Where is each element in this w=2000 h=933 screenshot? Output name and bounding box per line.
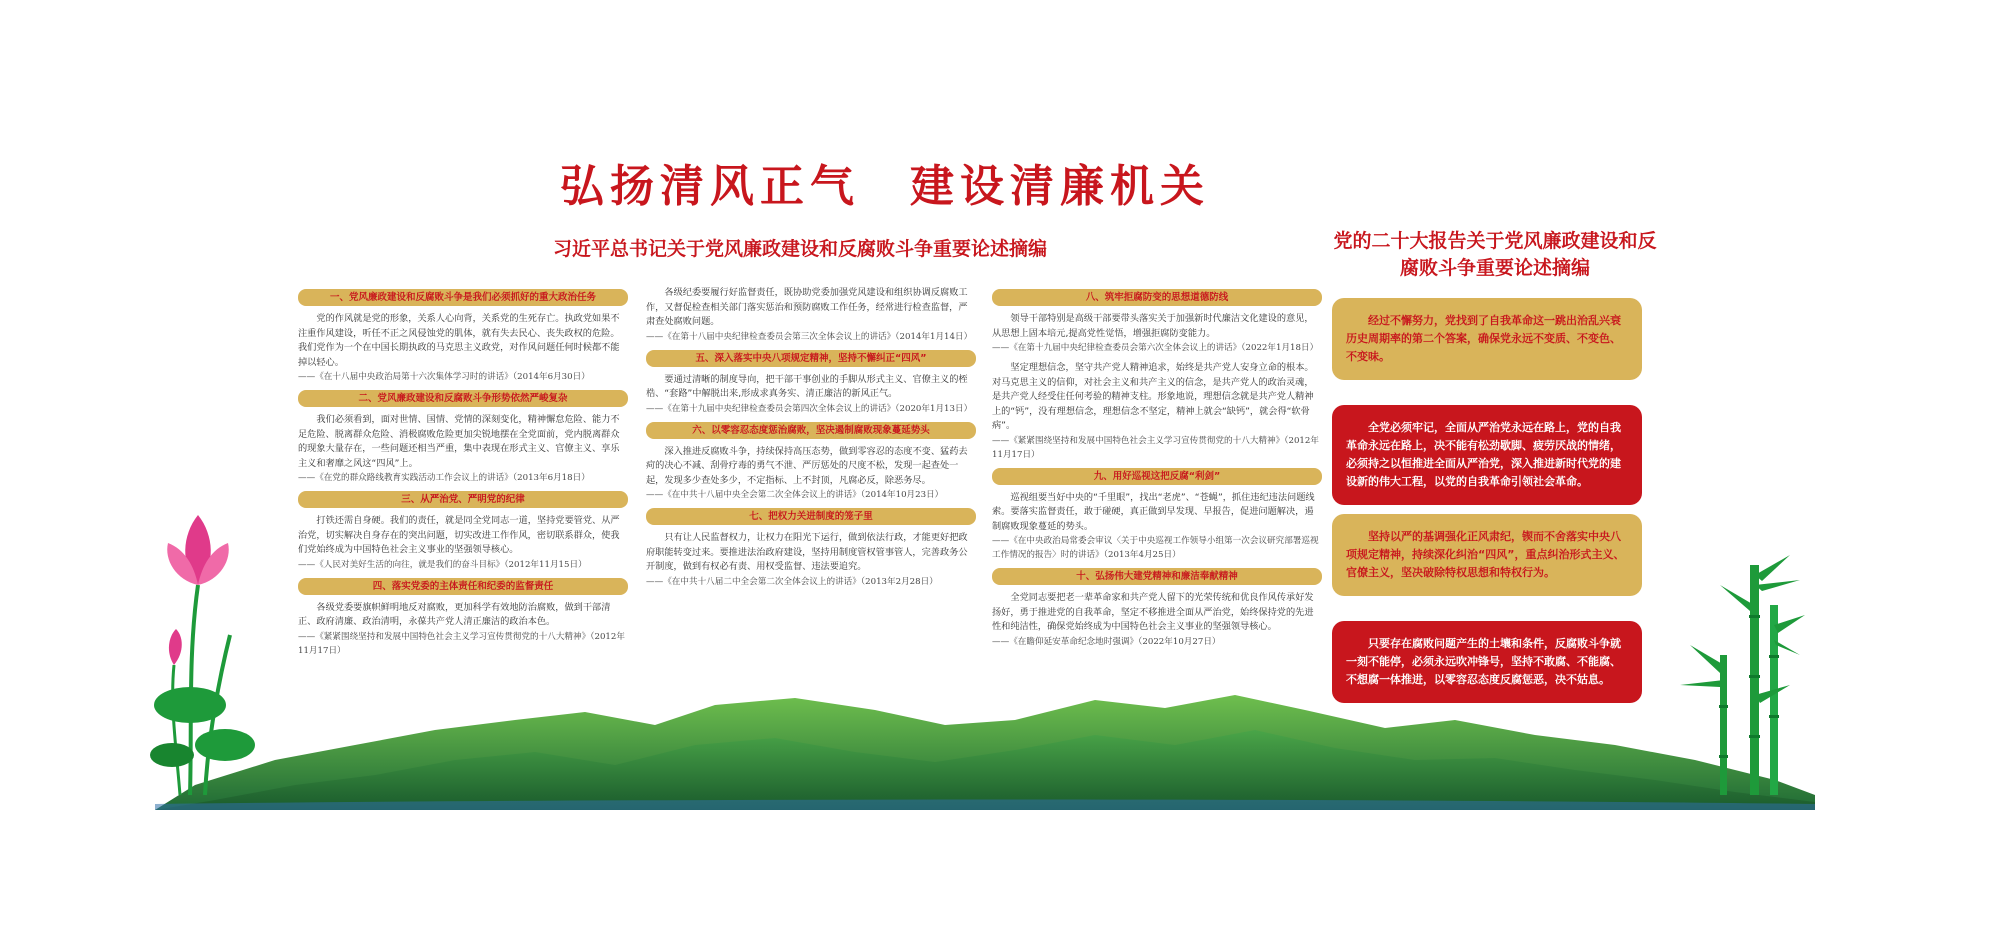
section-source: ——《在第十九届中央纪律检查委员会第六次全体会议上的讲话》（2022年1月18日）: [992, 343, 1319, 353]
section-6: [646, 422, 976, 503]
section-source: ——《在第十八届中央纪律检查委员会第三次全体会议上的讲话》（2014年1月14日）: [646, 331, 973, 342]
section-text: 坚定理想信念，坚守共产党人精神追求，始终是共产党人安身立命的根本。对马克思主义的信仰，对社会主义和共产主义的信念，是共产党人的政治灵魂，是共产党人经受住任何考验的精神支柱。形象地说，理想信念就是共产党人精神上的“钙”，没有理想信念，理想信念不坚定，精神上就会“缺钙”，就会得“软骨病”。: [992, 362, 1314, 431]
section-text: 各级党委要旗帜鲜明地反对腐败，更加科学有效地防治腐败，做到干部清正、政府清廉、政治清明，永葆共产党人清正廉洁的政治本色。: [298, 601, 611, 627]
section-text: 要通过清晰的制度导向，把干部干事创业的手脚从形式主义、官僚主义的桎梏、“套路”中解脱出来,形成求真务实、清正廉洁的新风正气。: [646, 373, 968, 399]
section-source: ——《紧紧围绕坚持和发展中国特色社会主义学习宣传贯彻党的十八大精神》（2012年11月17日）: [992, 435, 1319, 460]
section-heading: 六、以零容忍态度惩治腐败，坚决遏制腐败现象蔓延势头: [646, 422, 976, 439]
section-source: ——《在党的群众路线教育实践活动工作会议上的讲话》（2013年6月18日）: [298, 473, 590, 483]
section-source: ——《人民对美好生活的向往，就是我们的奋斗目标》（2012年11月15日）: [298, 559, 587, 570]
section-source: ——《紧紧围绕坚持和发展中国特色社会主义学习宣传贯彻党的十八大精神》（2012年11月17日）: [298, 631, 625, 656]
section-4: [298, 578, 628, 658]
bamboo-icon: [1650, 545, 1810, 795]
mountain-range: [155, 690, 1815, 810]
section-source: ——《在瞻仰延安革命纪念地时强调》（2022年10月27日）: [992, 636, 1221, 647]
section-8: [992, 289, 1322, 355]
section-text: 深入推进反腐败斗争，持续保持高压态势，做到零容忍的态度不变、猛药去疴的决心不减、刮骨疗毒的勇气不泄、严厉惩处的尺度不松，发现一起查处一起，发现多少查处多少，不定指标、上不封顶，凡腐必反，除恶务尽。: [646, 445, 968, 486]
section-heading: 九、用好巡视这把反腐“利剑”: [992, 468, 1322, 485]
right-column-title: 党的二十大报告关于党风廉政建设和反腐败斗争重要论述摘编: [1333, 230, 1657, 279]
section-text: 我们必须看到，面对世情、国情、党情的深刻变化，精神懈怠危险、能力不足危险、脱离群众危险、消极腐败危险更加尖锐地摆在全党面前，党内脱离群众的现象大量存在，一些问题还相当严重，集中表现在形式主义、官僚主义、享乐主义和奢靡之风这“四风”上。: [298, 414, 620, 469]
section-text: 领导干部特别是高级干部要带头落实关于加强新时代廉洁文化建设的意见，从思想上固本培元,提高党性觉悟，增强拒腐防变能力。: [992, 313, 1314, 339]
page-title: 弘扬清风正气 建设清廉机关: [560, 161, 1210, 212]
report-box-3: 坚持以严的基调强化正风肃纪，锲而不舍落实中央八项规定精神，持续深化纠治“四风”，重点纠治形式主义、官僚主义，坚决破除特权思想和特权行为。: [1332, 514, 1642, 596]
section-8-cont: [992, 361, 1322, 462]
section-heading: 五、深入落实中央八项规定精神，坚持不懈纠正“四风”: [646, 350, 976, 367]
section-heading: 三、从严治党、严明党的纪律: [298, 491, 628, 508]
section-5: [646, 350, 976, 416]
section-9: [992, 468, 1322, 563]
section-heading: 十、弘扬伟大建党精神和廉洁奉献精神: [992, 568, 1322, 585]
section-2: [298, 390, 628, 485]
report-box-1: 经过不懈努力，党找到了自我革命这一跳出治乱兴衰历史周期率的第二个答案，确保党永远不变质、不变色、不变味。: [1332, 298, 1642, 380]
report-box-4: 只要存在腐败问题产生的土壤和条件，反腐败斗争就一刻不能停，必须永远吹冲锋号，坚持不敢腐、不能腐、不想腐一体推进，以零容忍态度反腐惩恶，决不姑息。: [1332, 621, 1642, 703]
section-10: [992, 568, 1322, 649]
section-1: [298, 289, 628, 384]
section-text: 全党同志要把老一辈革命家和共产党人留下的光荣传统和优良作风传承好发扬好，勇于推进党的自我革命，坚定不移推进全面从严治党，始终保持党的先进性和纯洁性，确保党始终成为中国特色社会主义事业的坚强领导核心。: [992, 592, 1314, 632]
section-7: [646, 508, 976, 589]
report-box-2: 全党必须牢记，全面从严治党永远在路上，党的自我革命永远在路上，决不能有松劲歇脚、疲劳厌战的情绪，必须持之以恒推进全面从严治党，深入推进新时代党的建设新的伟大工程，以党的自我革命引领社会革命。: [1332, 405, 1642, 505]
section-text: 打铁还需自身硬。我们的责任，就是同全党同志一道，坚持党要管党、从严治党，切实解决自身存在的突出问题，切实改进工作作风，密切联系群众，使我们党始终成为中国特色社会主义事业的坚强领导核心。: [298, 515, 620, 555]
section-source: ——《在中央政治局常委会审议〈关于中央巡视工作领导小组第一次会议研究部署巡视工作情况的报告〉时的讲话》（2013年4月25日）: [992, 536, 1319, 560]
section-text: 各级纪委要履行好监督责任，既协助党委加强党风建设和组织协调反腐败工作，又督促检查相关部门落实惩治和预防腐败工作任务，经常进行检查监督，严肃查处腐败问题。: [646, 287, 968, 327]
section-text: 巡视组要当好中央的“千里眼”，找出“老虎”、“苍蝇”，抓住违纪违法问题线索。要落实监督责任，敢于碰硬，真正做到早发现、早报告，促进问题解决，遏制腐败现象蔓延的势头。: [992, 491, 1315, 532]
section-heading: 八、筑牢拒腐防变的思想道德防线: [992, 289, 1322, 306]
column-1: [298, 286, 628, 664]
section-source: ——《在中共十八届中央全会第二次全体会议上的讲话》（2014年10月23日）: [646, 490, 944, 500]
section-4-cont: [646, 286, 976, 344]
column-2: [646, 286, 976, 595]
section-heading: 四、落实党委的主体责任和纪委的监督责任: [298, 578, 628, 595]
section-source: ——《在十八届中央政治局第十六次集体学习时的讲话》（2014年6月30日）: [298, 372, 590, 382]
section-heading: 二、党风廉政建设和反腐败斗争形势依然严峻复杂: [298, 390, 628, 407]
lotus-icon: [150, 505, 260, 795]
section-heading: 七、把权力关进制度的笼子里: [646, 508, 976, 525]
section-heading: 一、党风廉政建设和反腐败斗争是我们必须抓好的重大政治任务: [298, 289, 628, 306]
left-subtitle: 习近平总书记关于党风廉政建设和反腐败斗争重要论述摘编: [552, 238, 1047, 260]
section-text: 只有让人民监督权力，让权力在阳光下运行，做到依法行政，才能更好把政府职能转变过来。要推进法治政府建设，坚持用制度管权管事管人，完善政务公开制度，做到有权必有责、用权受监督、违法要追究。: [646, 532, 968, 572]
section-source: ——《在第十九届中央纪律检查委员会第四次全体会议上的讲话》（2020年1月13日）: [646, 403, 973, 414]
section-source: ——《在中共十八届二中全会第二次全体会议上的讲话》（2013年2月28日）: [646, 576, 938, 587]
section-3: [298, 491, 628, 572]
column-3: [992, 286, 1322, 655]
section-text: 党的作风就是党的形象，关系人心向背，关系党的生死存亡。执政党如果不注重作风建设，听任不正之风侵蚀党的肌体，就有失去民心、丧失政权的危险。我们党作为一个在中国长期执政的马克思主义政党，对作风问题任何时候都不能掉以轻心。: [298, 313, 620, 368]
